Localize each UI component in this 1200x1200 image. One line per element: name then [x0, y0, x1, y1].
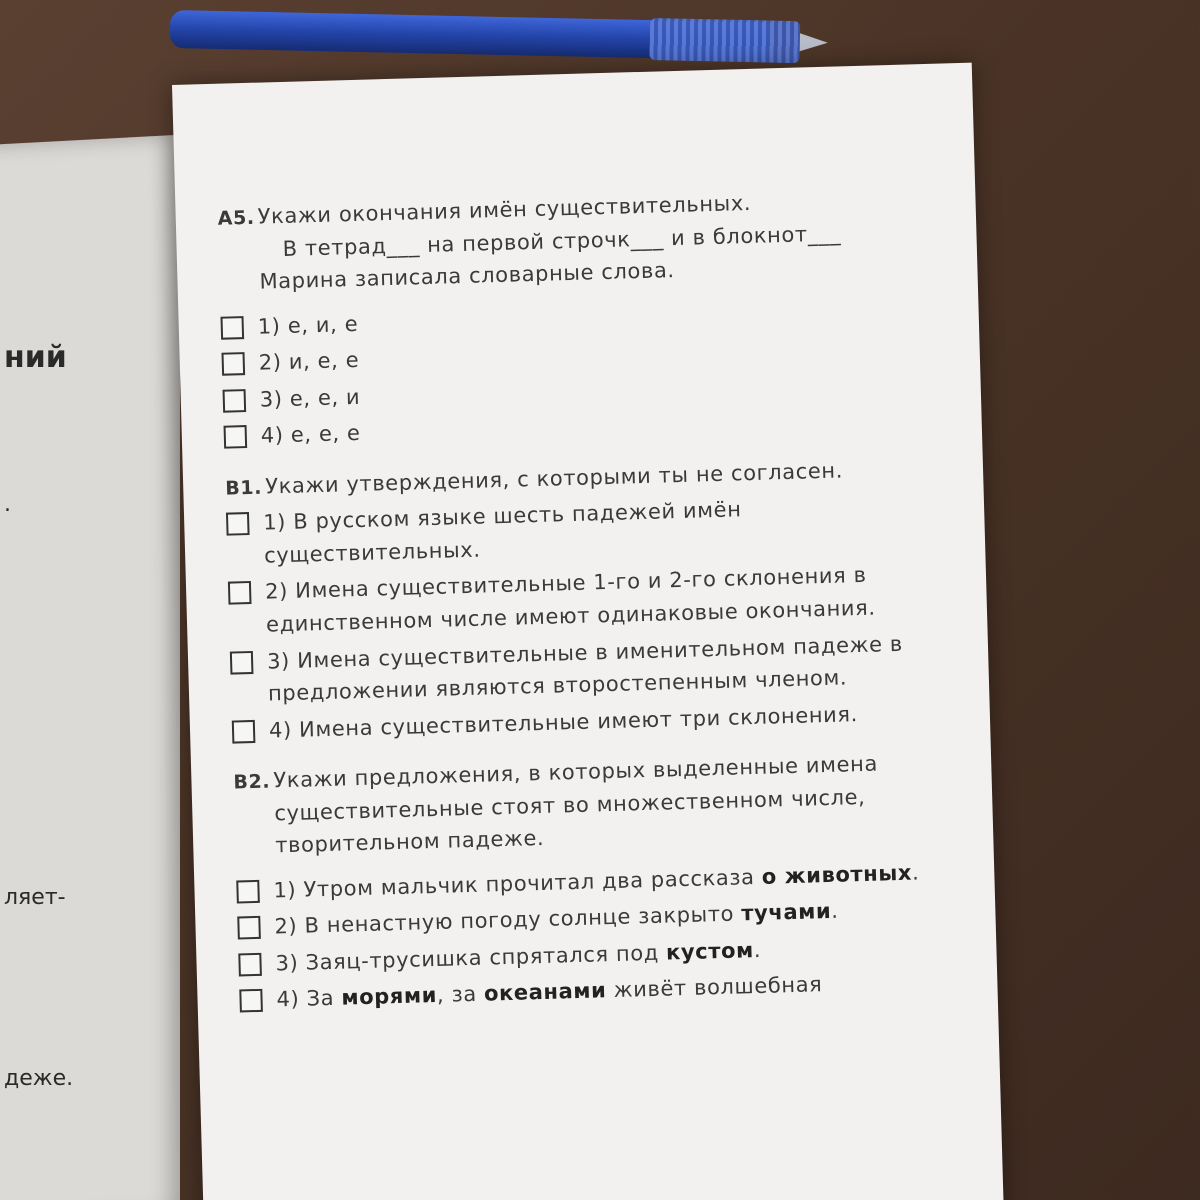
option-label: 2) и, е, е — [258, 348, 360, 375]
left-fragment-2: . — [4, 492, 11, 517]
question-title: Укажи предложения, в которых выделенные имена существительные стоят во множественном числе, творительном падеже. — [273, 751, 879, 858]
checkbox[interactable] — [232, 720, 256, 744]
pen-tip — [800, 33, 828, 52]
highlighted-noun: тучами — [740, 899, 832, 926]
question-b2 — [233, 746, 960, 1018]
checkbox[interactable] — [238, 953, 262, 977]
question-number: В1. — [224, 476, 263, 500]
checkbox[interactable] — [237, 916, 261, 940]
checkbox[interactable] — [224, 425, 248, 449]
question-text-line: В тетрад___ на первой строчк___ и в блокнот___ — [282, 220, 842, 261]
checkbox[interactable] — [239, 989, 263, 1013]
checkbox[interactable] — [230, 651, 254, 675]
option-label: 3) е, е, и — [259, 384, 361, 412]
checkbox[interactable] — [223, 389, 247, 413]
checkbox[interactable] — [236, 880, 260, 904]
highlighted-noun: морями — [341, 983, 438, 1011]
option-label: 2) В ненастную погоду солнце закрыто тучами. — [274, 899, 839, 939]
worksheet-content — [217, 182, 960, 1036]
checkbox[interactable] — [221, 352, 245, 376]
left-page — [0, 135, 180, 1200]
question-a5 — [217, 182, 944, 454]
option-label: 1) Утром мальчик прочитал два рассказа о животных. — [273, 860, 920, 903]
question-text-line: Марина записала словарные слова. — [259, 258, 675, 294]
checkbox[interactable] — [220, 316, 244, 340]
worksheet-page — [172, 63, 1005, 1200]
option-label: 2) Имена существительные 1-го и 2-го склонения в единственном числе имеют одинаковые окончания. — [264, 563, 876, 637]
question-b1 — [225, 451, 952, 747]
option-label: 4) е, е, е — [260, 421, 361, 448]
option-label: 4) За морями, за океанами живёт волшебная — [276, 972, 823, 1012]
highlighted-noun: океанами — [483, 978, 607, 1007]
question-number: А5. — [217, 206, 255, 230]
question-title: Укажи утверждения, с которыми ты не согласен. — [264, 458, 844, 499]
option-label: 1) В русском языке шесть падежей имён существительных. — [262, 497, 742, 568]
pen — [170, 6, 851, 64]
left-fragment-4: деже. — [4, 1066, 74, 1091]
question-number: В2. — [233, 770, 271, 794]
option-label: 4) Имена существительные имеют три склонения. — [268, 701, 859, 743]
highlighted-noun: кустом — [665, 938, 755, 965]
highlighted-noun: о животных — [761, 860, 913, 889]
left-fragment-1: ний — [4, 340, 67, 375]
question-title: Укажи окончания имён существительных. — [257, 190, 752, 229]
option-label: 3) Заяц-трусишка спрятался под кустом. — [275, 937, 762, 976]
left-fragment-3: ляет- — [4, 885, 66, 910]
option-label: 3) Имена существительные в именительном падеже в предложении являются второстепенным членом. — [266, 631, 904, 706]
checkbox[interactable] — [226, 512, 250, 536]
pen-grip — [649, 18, 800, 63]
checkbox[interactable] — [228, 581, 252, 605]
option-label: 1) е, и, е — [257, 311, 359, 339]
